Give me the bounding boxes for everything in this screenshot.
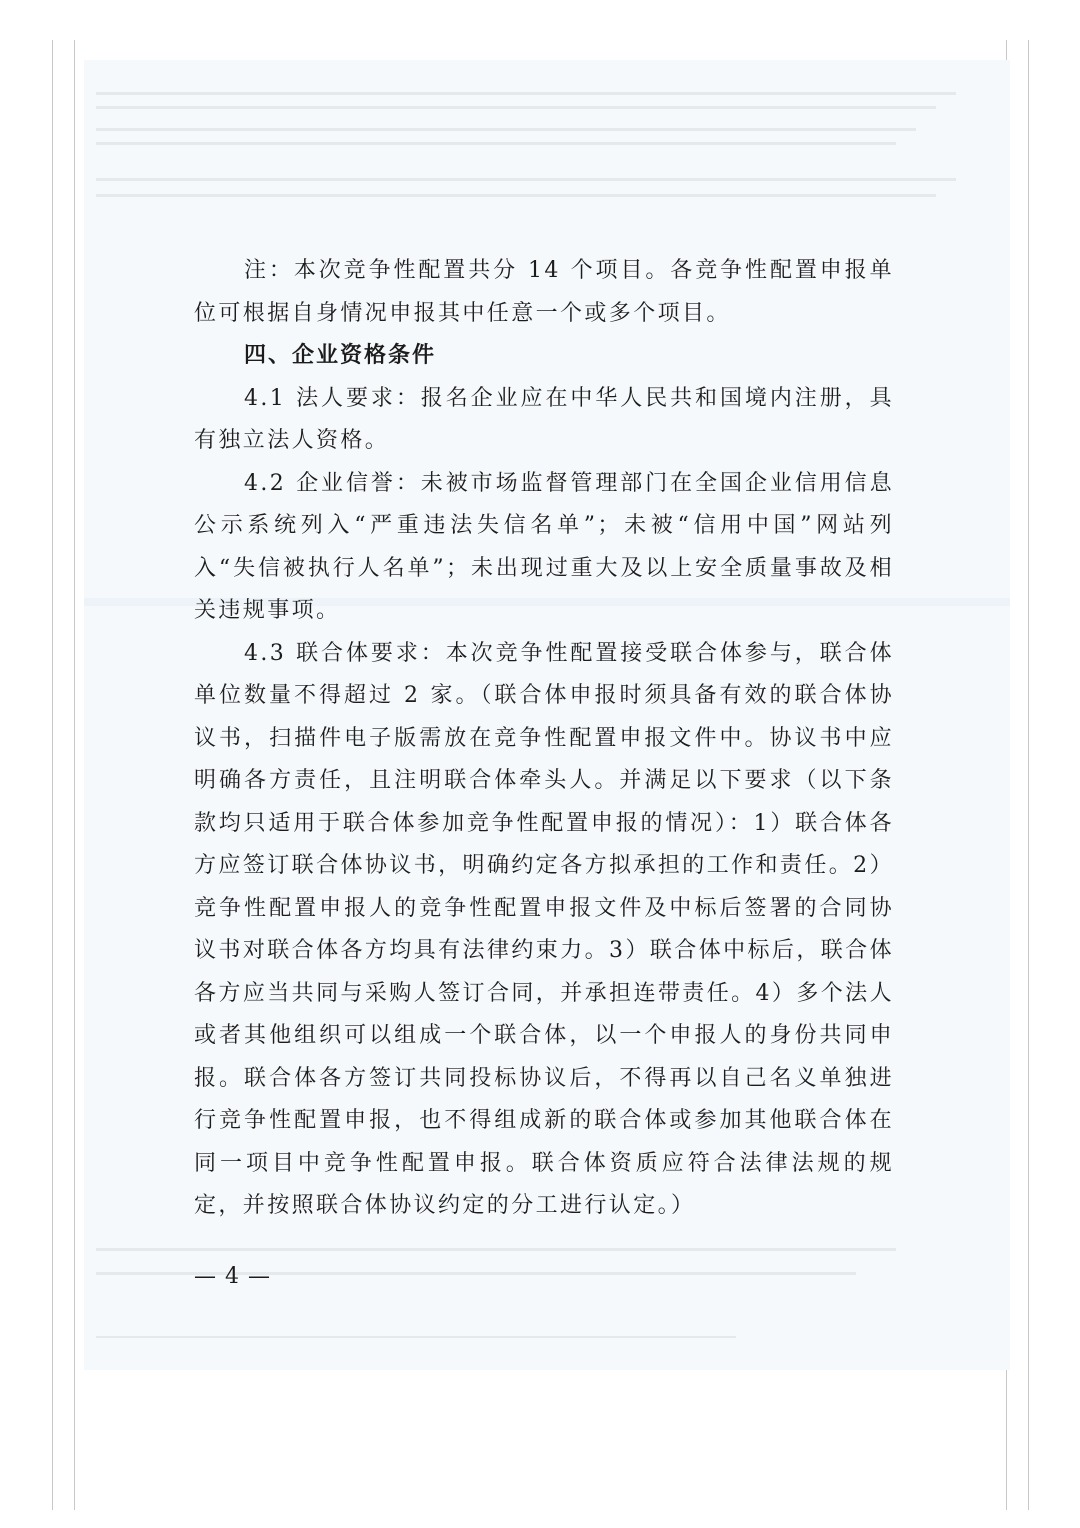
bleed-through-line [96,106,936,109]
bleed-through-line [96,194,936,197]
bleed-through-line [96,1336,736,1338]
bleed-through-line [96,178,956,181]
scan-margin-line-right-outer [1028,40,1029,1510]
page-number: — 4 — [194,1264,271,1289]
clause-4-3: 4.3 联合体要求：本次竞争性配置接受联合体参与，联合体单位数量不得超过 2 家。（联合体申报时须具备有效的联合体协议书，扫描件电子版需放在竞争性配置申报文件中。协议书中应明确各方责任，且注明联合体牵头人。并满足以下要求（以下条款均只适用于联合体参加竞争性配置申报的情况）：1）联合体各方应签订联合体协议书，明确约定各方拟承担的工作和责任。2）竞争性配置申报人的竞争性配置申报文件及中标后签署的合同协议书对联合体各方均具有法律约束力。3）联合体中标后，联合体各方应当共同与采购人签订合同，并承担连带责任。4）多个法人或者其他组织可以组成一个联合体，以一个申报人的身份共同申报。联合体各方签订共同投标协议后，不得再以自己名义单独进行竞争性配置申报，也不得组成新的联合体或参加其他联合体在同一项目中竞争性配置申报。联合体资质应符合法律法规的规定，并按照联合体协议约定的分工进行认定。） [194,640,894,1218]
scan-margin-line-left-inner [74,40,75,1510]
clause-4-2: 4.2 企业信誉：未被市场监督管理部门在全国企业信用信息公示系统列入“严重违法失信名单”；未被“信用中国”网站列入“失信被执行人名单”；未出现过重大及以上安全质量事故及相关违规事项。 [194,470,894,623]
note-paragraph: 注：本次竞争性配置共分 14 个项目。各竞争性配置申报单位可根据自身情况申报其中任意一个或多个项目。 [194,258,894,326]
document-body [194,250,894,1228]
bleed-through-line [96,1248,896,1251]
scan-margin-line-left-outer [52,40,53,1510]
bleed-through-line [96,92,956,95]
bleed-through-line [96,142,896,145]
section-heading: 四、企业资格条件 [244,343,437,368]
clause-4-1: 4.1 法人要求：报名企业应在中华人民共和国境内注册，具有独立法人资格。 [194,385,894,453]
bleed-through-line [96,128,916,131]
